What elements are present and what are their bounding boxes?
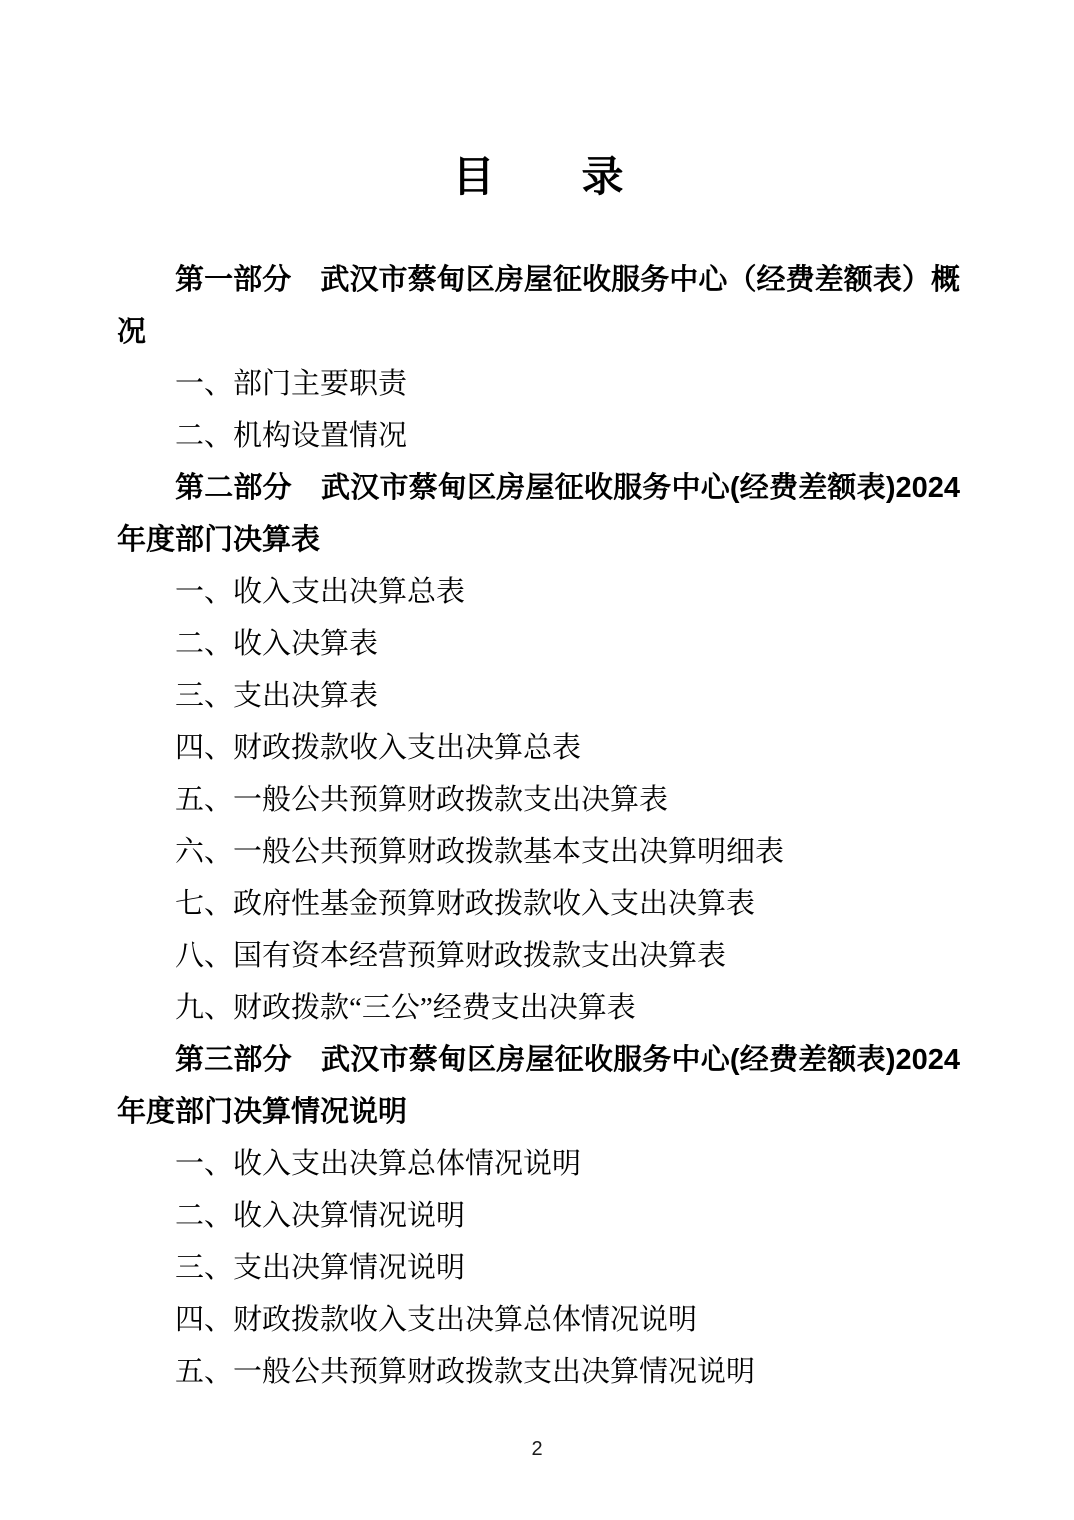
toc-item: 二、机构设置情况 <box>175 420 408 452</box>
toc-item: 四、财政拨款收入支出决算总表 <box>175 732 582 764</box>
page-title: 目 录 <box>452 153 625 200</box>
page-footer <box>0 1436 1074 1462</box>
toc-item: 三、支出决算情况说明 <box>175 1252 466 1284</box>
toc-item: 二、收入决算情况说明 <box>175 1200 466 1232</box>
toc-item: 二、收入决算表 <box>175 628 379 660</box>
toc-item: 四、财政拨款收入支出决算总体情况说明 <box>175 1304 698 1336</box>
toc-item: 一、部门主要职责 <box>175 368 408 400</box>
page-number: 2 <box>531 1438 543 1460</box>
toc-item: 五、一般公共预算财政拨款支出决算表 <box>175 784 669 816</box>
toc-section-1-heading: 第一部分 武汉市蔡甸区房屋征收服务中心（经费差额表）概况 <box>117 264 960 348</box>
toc-section-2-heading: 第二部分 武汉市蔡甸区房屋征收服务中心(经费差额表)2024年度部门决算表 <box>117 472 960 556</box>
table-of-contents <box>117 254 960 1398</box>
toc-item: 一、收入支出决算总体情况说明 <box>175 1148 582 1180</box>
toc-item: 三、支出决算表 <box>175 680 379 712</box>
toc-item: 一、收入支出决算总表 <box>175 576 466 608</box>
toc-section-3-heading: 第三部分 武汉市蔡甸区房屋征收服务中心(经费差额表)2024年度部门决算情况说明 <box>117 1044 960 1128</box>
toc-item: 五、一般公共预算财政拨款支出决算情况说明 <box>175 1356 756 1388</box>
toc-item: 八、国有资本经营预算财政拨款支出决算表 <box>175 940 727 972</box>
toc-item: 七、政府性基金预算财政拨款收入支出决算表 <box>175 888 756 920</box>
toc-item: 六、一般公共预算财政拨款基本支出决算明细表 <box>175 836 785 868</box>
toc-item: 九、财政拨款“三公”经费支出决算表 <box>175 992 636 1024</box>
